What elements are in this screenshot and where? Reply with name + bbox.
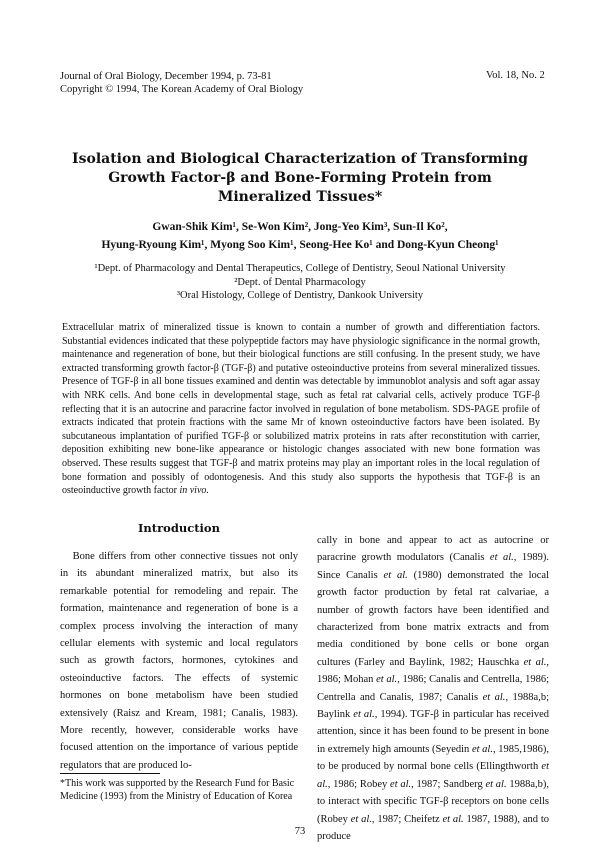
et-al: et al. bbox=[442, 813, 464, 825]
journal-line: Journal of Oral Biology, December 1994, p. 73-81 bbox=[60, 71, 272, 82]
author-list bbox=[60, 218, 540, 254]
et-al: et al. bbox=[485, 778, 507, 790]
affiliation-1: ¹Dept. of Pharmacology and Dental Therapeutics, College of Dentistry, Seoul National University bbox=[94, 263, 506, 274]
text-run: 1987, 1988), and to produce bbox=[317, 813, 550, 842]
et-al: et al. bbox=[317, 761, 549, 790]
intro-left-column: Bone differs from other connective tissues not only in its abundant mineralized matrix, but also its remarkable potential for remodeling and repair. The formation, maintenance and regeneration of bone is a complex process involving the interaction of many cellular elements with systemic and local regulators such as growth factors, hormones, cytokines and osteoinductive factors. The effects of systemic hormones on bone metabolism have been studied extensively (Raisz and Kream, 1981; Canalis, 1983). More recently, however, considerable works have focused attention on the importance of various peptide regulators that are produced lo- bbox=[60, 551, 298, 771]
text-run: , 1986; Robey bbox=[327, 778, 391, 790]
author-line-2: Hyung-Ryoung Kim¹, Myong Soo Kim¹, Seong-Hee Ko¹ and Dong-Kyun Cheong¹ bbox=[101, 239, 499, 251]
abstract-tail: in vivo. bbox=[179, 485, 209, 497]
et-al: et al. bbox=[350, 813, 372, 825]
affiliations bbox=[50, 262, 550, 303]
text-run: 1988a,b), to interact with specific TGF-β receptors on bone cells (Robey bbox=[317, 778, 550, 825]
et-al: et al. bbox=[376, 674, 398, 686]
copyright-line: Copyright © 1994, The Korean Academy of Oral Biology bbox=[60, 84, 304, 95]
affiliation-3: ³Oral Histology, College of Dentistry, Dankook University bbox=[176, 290, 424, 301]
title-line-3: Mineralized Tissues* bbox=[217, 189, 383, 205]
page-number: 73 bbox=[294, 826, 306, 837]
journal-citation bbox=[60, 70, 303, 96]
abstract-text: Extracellular matrix of mineralized tissue is known to contain a number of growth and differentiation factors. Substantial evidences indicated that these polypeptide factors may have physiologic significance in the normal growth, maintenance and regeneration of bone, but their biological functions are still confusing. In the present study, we have extracted transforming growth factor-β (TGF-β) and putative osteoinductive proteins from several mineralized tissues. Presence of TGF-β in all bone tissues examined and dentin was detectable by immunoblot analysis and soft agar assay with NRK cells. And bone cells in developmental stage, such as fetal rat calvarial cells, actively produce TGF-β reflecting that it is an autocrine and paracrine factor involved in regulation of bone metabolism. SDS-PAGE profile of extracts indicated that protein fractions with the same Mr of known osteoinductive factors have been isolated. By subcutaneous implantation of purified TGF-β or solubilized matrix proteins in rats after reconstitution with carrier, deposition exhibiting new bone-like appearance or histologic changes associated with new bone formation was observed. These results suggest that TGF-β and matrix proteins may play an important roles in the local regulation of bone formation and possibly of odontogenesis. And this study also supports the hypothesis that TGF-β is an osteoinductive growth factor bbox=[62, 322, 540, 497]
section-heading-introduction: Introduction bbox=[138, 521, 220, 535]
et-al: et al. bbox=[383, 569, 408, 581]
et-al: et al. bbox=[471, 743, 493, 755]
text-run: , 1988a,b; Baylink bbox=[317, 691, 549, 721]
text-run: , 1986; Mohan bbox=[317, 656, 549, 686]
text-run: (1980) demonstrated the local growth factor production by fetal rat calvariae, a number of growth factors have been identified and characterized from bone matrix extracts and from media conditioned by bone cells or bone organ cultures (Farley and Baylink, 1982; Hauschka bbox=[317, 569, 550, 668]
text-run: cally in bone and appear to act as autocrine or paracrine growth modulators (Canalis bbox=[317, 535, 549, 564]
title-line-2: Growth Factor-β and Bone-Forming Protein from bbox=[108, 170, 492, 186]
footnote-divider bbox=[60, 773, 160, 774]
text-run: , 1986; Canalis and Centrella, 1986; Centrella and Canalis, 1987; Canalis bbox=[317, 674, 549, 703]
et-al: et al. bbox=[523, 656, 547, 668]
et-al: et al. bbox=[390, 778, 412, 790]
paper-title bbox=[60, 150, 540, 207]
et-al: et al. bbox=[482, 691, 506, 703]
abstract bbox=[62, 321, 540, 498]
text-run: , 1994). TGF-β in particular has received attention, since it has been found to be present in bone in extremely high amounts (Seyedin bbox=[317, 709, 550, 755]
text-run: , 1985,1986), to be produced by normal bone cells (Ellingthworth bbox=[317, 743, 549, 773]
et-al: et al. bbox=[489, 552, 514, 564]
affiliation-2: ²Dept. of Dental Pharmacology bbox=[234, 276, 366, 288]
et-al: et al. bbox=[353, 709, 375, 721]
text-run: , 1987; Cheifetz bbox=[371, 813, 443, 825]
funding-footnote: *This work was supported by the Research Fund for Basic Medicine (1993) from the Ministry of Education of Korea bbox=[60, 778, 295, 802]
intro-right-column bbox=[317, 532, 549, 845]
volume-info: Vol. 18, No. 2 bbox=[486, 70, 545, 81]
text-run: , 1987; Sandberg bbox=[411, 778, 486, 790]
text-run: , 1989). Since Canalis bbox=[317, 552, 549, 581]
author-line-1: Gwan-Shik Kim¹, Se-Won Kim², Jong-Yeo Kim³, Sun-Il Ko², bbox=[152, 221, 448, 233]
title-line-1: Isolation and Biological Characterization of Transforming bbox=[72, 151, 528, 167]
